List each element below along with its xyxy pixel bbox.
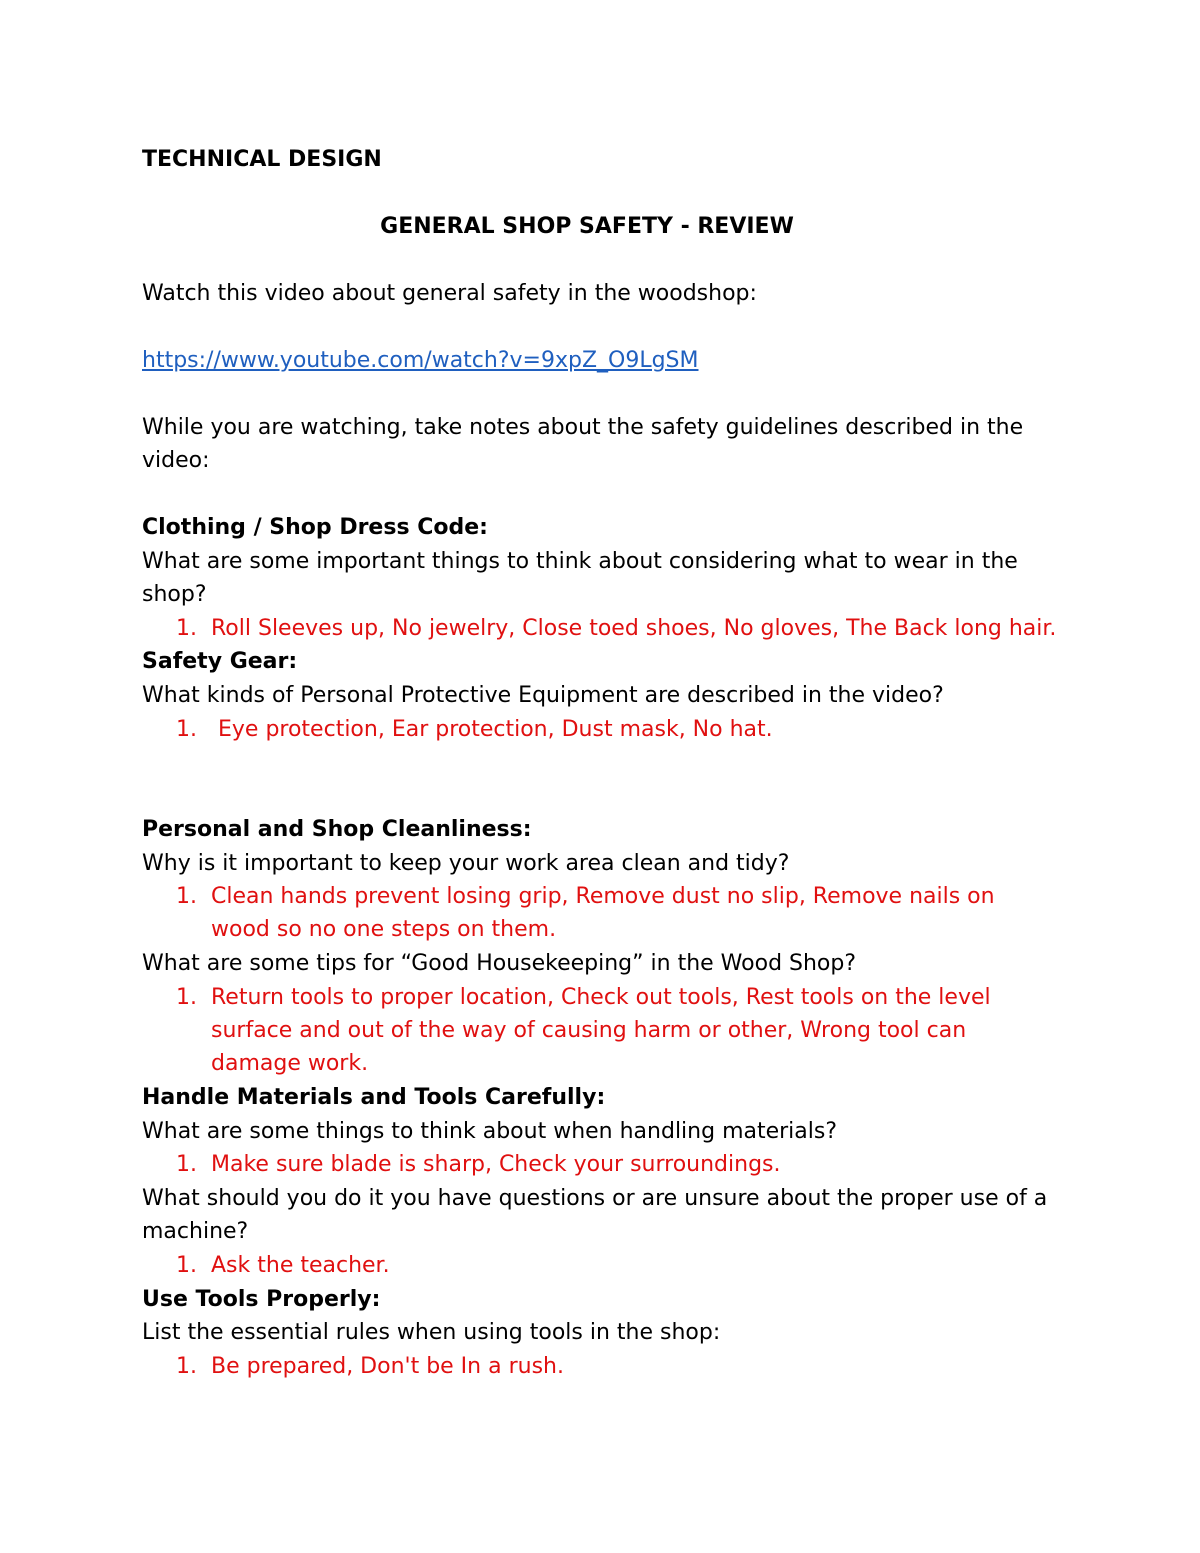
- cleanliness-answer-2-line-1: Return tools to proper location, Check out tools, Rest tools on the level: [211, 985, 991, 1010]
- cleanliness-answer-2-line-2: surface and out of the way of causing harm or other, Wrong tool can: [211, 1018, 967, 1043]
- tools-answer-number: 1.: [176, 1354, 197, 1379]
- handling-heading: Handle Materials and Tools Carefully:: [142, 1085, 606, 1110]
- clothing-answer: Roll Sleeves up, No jewelry, Close toed shoes, No gloves, The Back long hair.: [211, 616, 1057, 641]
- handling-question-2-line-1: What should you do it you have questions or are unsure about the proper use of a: [142, 1186, 1048, 1211]
- course-title: TECHNICAL DESIGN: [142, 147, 382, 172]
- clothing-question-line-2: shop?: [142, 582, 207, 607]
- intro-notes-line-1: While you are watching, take notes about the safety guidelines described in the: [142, 415, 1024, 440]
- cleanliness-question-1: Why is it important to keep your work area clean and tidy?: [142, 851, 790, 876]
- tools-question: List the essential rules when using tools in the shop:: [142, 1320, 721, 1345]
- clothing-heading: Clothing / Shop Dress Code:: [142, 515, 488, 540]
- page-title: GENERAL SHOP SAFETY - REVIEW: [380, 214, 794, 239]
- cleanliness-heading: Personal and Shop Cleanliness:: [142, 817, 532, 842]
- clothing-question-line-1: What are some important things to think about considering what to wear in the: [142, 549, 1018, 574]
- handling-question-2-line-2: machine?: [142, 1219, 249, 1244]
- tools-answer: Be prepared, Don't be In a rush.: [211, 1354, 564, 1379]
- cleanliness-answer-2-line-3: damage work.: [211, 1051, 369, 1076]
- cleanliness-answer-1-number: 1.: [176, 884, 197, 909]
- handling-answer-1: Make sure blade is sharp, Check your surroundings.: [211, 1152, 781, 1177]
- gear-heading: Safety Gear:: [142, 649, 298, 674]
- clothing-answer-number: 1.: [176, 616, 197, 641]
- cleanliness-answer-2-number: 1.: [176, 985, 197, 1010]
- handling-answer-1-number: 1.: [176, 1152, 197, 1177]
- handling-answer-2: Ask the teacher.: [211, 1253, 390, 1278]
- gear-question: What kinds of Personal Protective Equipment are described in the video?: [142, 683, 944, 708]
- intro-notes-line-2: video:: [142, 448, 210, 473]
- video-link[interactable]: https://www.youtube.com/watch?v=9xpZ_O9LgSM: [142, 348, 699, 373]
- gear-answer-number: 1.: [176, 717, 197, 742]
- cleanliness-answer-1-line-2: wood so no one steps on them.: [211, 917, 557, 942]
- cleanliness-question-2: What are some tips for “Good Housekeeping” in the Wood Shop?: [142, 951, 857, 976]
- gear-answer: Eye protection, Ear protection, Dust mask, No hat.: [218, 717, 773, 742]
- handling-question-1: What are some things to think about when handling materials?: [142, 1119, 838, 1144]
- tools-heading: Use Tools Properly:: [142, 1287, 381, 1312]
- handling-answer-2-number: 1.: [176, 1253, 197, 1278]
- cleanliness-answer-1-line-1: Clean hands prevent losing grip, Remove dust no slip, Remove nails on: [211, 884, 995, 909]
- intro-watch-text: Watch this video about general safety in the woodshop:: [142, 281, 757, 306]
